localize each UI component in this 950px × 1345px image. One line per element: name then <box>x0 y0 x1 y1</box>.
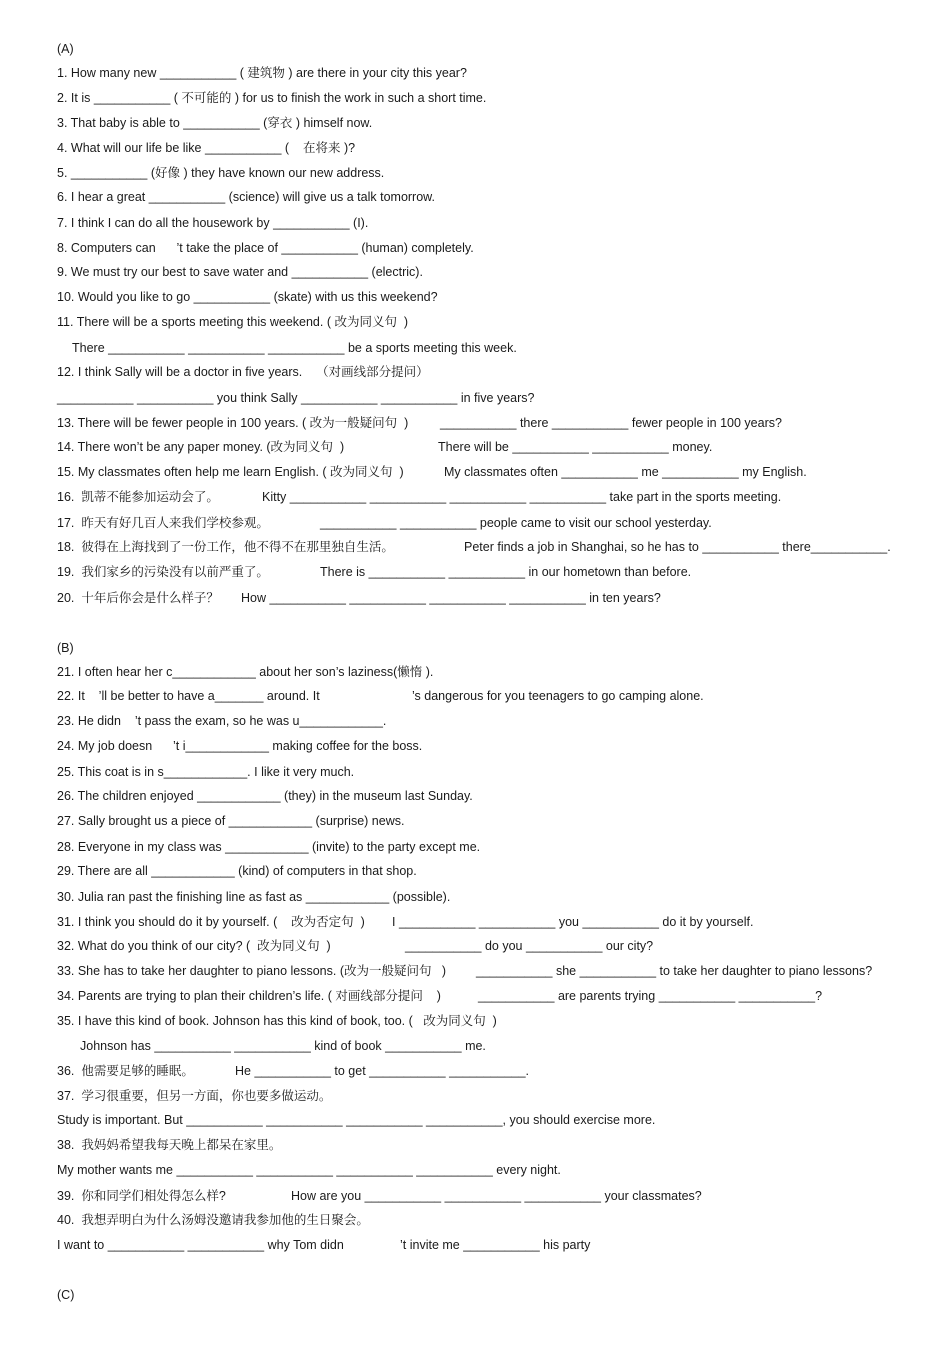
question-34-answer: ___________ are parents trying ___________ ___________? <box>478 989 823 1003</box>
question-24: 24. My job doesn ’t i____________ making coffee for the boss. <box>57 739 423 753</box>
section-a-heading: (A) <box>57 42 74 56</box>
question-40-answer: I want to ___________ ___________ why Tom didn <box>57 1238 344 1252</box>
question-13: 13. There will be fewer people in 100 years. ( 改为一般疑问句 ) <box>57 416 409 430</box>
question-17-answer: ___________ ___________ people came to visit our school yesterday. <box>320 516 712 530</box>
question-17: 17. 昨天有好几百人来我们学校参观。 <box>57 516 269 530</box>
question-20: 20. 十年后你会是什么样子？ <box>57 591 219 605</box>
question-11: 11. There will be a sports meeting this weekend. ( 改为同义句 ) <box>57 315 409 329</box>
question-21: 21. I often hear her c____________ about her son’s laziness(懒惰 ). <box>57 665 434 679</box>
question-9: 9. We must try our best to save water and ___________ (electric). <box>57 265 423 279</box>
question-35: 35. I have this kind of book. Johnson has this kind of book, too. ( 改为同义句 ) <box>57 1014 497 1028</box>
question-27: 27. Sally brought us a piece of ____________ (surprise) news. <box>57 814 405 828</box>
question-40-answer-continued: ’t invite me ___________ his party <box>400 1238 591 1252</box>
question-28: 28. Everyone in my class was ____________ (invite) to the party except me. <box>57 840 481 854</box>
question-10: 10. Would you like to go ___________ (skate) with us this weekend? <box>57 290 438 304</box>
question-5: 5. ___________ (好像 ) they have known our new address. <box>57 166 385 180</box>
question-36: 36. 他需要足够的睡眠。 <box>57 1064 194 1078</box>
question-29: 29. There are all ____________ (kind) of computers in that shop. <box>57 864 417 878</box>
question-39-answer: How are you ___________ ___________ ___________ your classmates? <box>291 1189 702 1203</box>
question-6: 6. I hear a great ___________ (science) will give us a talk tomorrow. <box>57 190 435 204</box>
question-33: 33. She has to take her daughter to piano lessons. (改为一般疑问句 ) <box>57 964 447 978</box>
question-34: 34. Parents are trying to plan their children’s life. ( 对画线部分提问 ) <box>57 989 441 1003</box>
question-11-answer: There ___________ ___________ ___________ be a sports meeting this week. <box>72 341 517 355</box>
question-1: 1. How many new ___________ ( 建筑物 ) are there in your city this year? <box>57 66 467 80</box>
question-30: 30. Julia ran past the finishing line as fast as ____________ (possible). <box>57 890 451 904</box>
question-31: 31. I think you should do it by yourself. ( 改为否定句 ) <box>57 915 365 929</box>
question-23: 23. He didn ’t pass the exam, so he was u____________. <box>57 714 387 728</box>
question-14: 14. There won’t be any paper money. (改为同义句 ) <box>57 440 345 454</box>
question-15: 15. My classmates often help me learn English. ( 改为同义句 ) <box>57 465 404 479</box>
question-35-answer: Johnson has ___________ ___________ kind of book ___________ me. <box>80 1039 486 1053</box>
question-8: 8. Computers can ’t take the place of ___________ (human) completely. <box>57 241 474 255</box>
question-32: 32. What do you think of our city? ( 改为同义句 ) <box>57 939 331 953</box>
question-15-answer: My classmates often ___________ me ___________ my English. <box>444 465 807 479</box>
question-12-answer: ___________ ___________ you think Sally ___________ ___________ in five years? <box>57 391 535 405</box>
question-19-answer: There is ___________ ___________ in our hometown than before. <box>320 565 692 579</box>
question-7: 7. I think I can do all the housework by ___________ (I). <box>57 216 369 230</box>
question-16: 16. 凯蒂不能参加运动会了。 <box>57 490 219 504</box>
question-18: 18. 彼得在上海找到了一份工作，他不得不在那里独自生活。 <box>57 540 394 554</box>
question-31-answer: I ___________ ___________ you ___________ do it by yourself. <box>392 915 754 929</box>
question-33-answer: ___________ she ___________ to take her daughter to piano lessons? <box>476 964 873 978</box>
section-b-heading: (B) <box>57 641 74 655</box>
question-18-answer: Peter finds a job in Shanghai, so he has to ___________ there___________. <box>464 540 891 554</box>
question-36-answer: He ___________ to get ___________ ___________. <box>235 1064 530 1078</box>
question-20-answer: How ___________ ___________ ___________ ___________ in ten years? <box>241 591 661 605</box>
question-14-answer: There will be ___________ ___________ money. <box>438 440 713 454</box>
question-22: 22. It ’ll be better to have a_______ around. It <box>57 689 320 703</box>
question-12: 12. I think Sally will be a doctor in five years. （对画线部分提问） <box>57 365 429 379</box>
question-4: 4. What will our life be like ___________ ( 在将来 )? <box>57 141 356 155</box>
question-16-answer: Kitty ___________ ___________ ___________ ___________ take part in the sports meeting. <box>262 490 782 504</box>
question-40: 40. 我想弄明白为什么汤姆没邀请我参加他的生日聚会。 <box>57 1213 369 1227</box>
question-2: 2. It is ___________ ( 不可能的 ) for us to finish the work in such a short time. <box>57 91 487 105</box>
question-38-answer: My mother wants me ___________ ___________ ___________ ___________ every night. <box>57 1163 561 1177</box>
question-19: 19. 我们家乡的污染没有以前严重了。 <box>57 565 269 579</box>
question-22-continued: ’s dangerous for you teenagers to go camping alone. <box>412 689 704 703</box>
question-26: 26. The children enjoyed ____________ (they) in the museum last Sunday. <box>57 789 473 803</box>
question-13-answer: ___________ there ___________ fewer people in 100 years? <box>440 416 782 430</box>
question-3: 3. That baby is able to ___________ (穿衣 ) himself now. <box>57 116 373 130</box>
question-37: 37. 学习很重要，但另一方面，你也要多做运动。 <box>57 1089 332 1103</box>
question-37-answer: Study is important. But ___________ ___________ ___________ ___________, you should exercise more. <box>57 1113 656 1127</box>
question-39: 39. 你和同学们相处得怎么样? <box>57 1189 226 1203</box>
question-25: 25. This coat is in s____________. I like it very much. <box>57 765 355 779</box>
question-38: 38. 我妈妈希望我每天晚上都呆在家里。 <box>57 1138 282 1152</box>
section-c-heading: (C) <box>57 1288 75 1302</box>
question-32-answer: ___________ do you ___________ our city? <box>405 939 654 953</box>
